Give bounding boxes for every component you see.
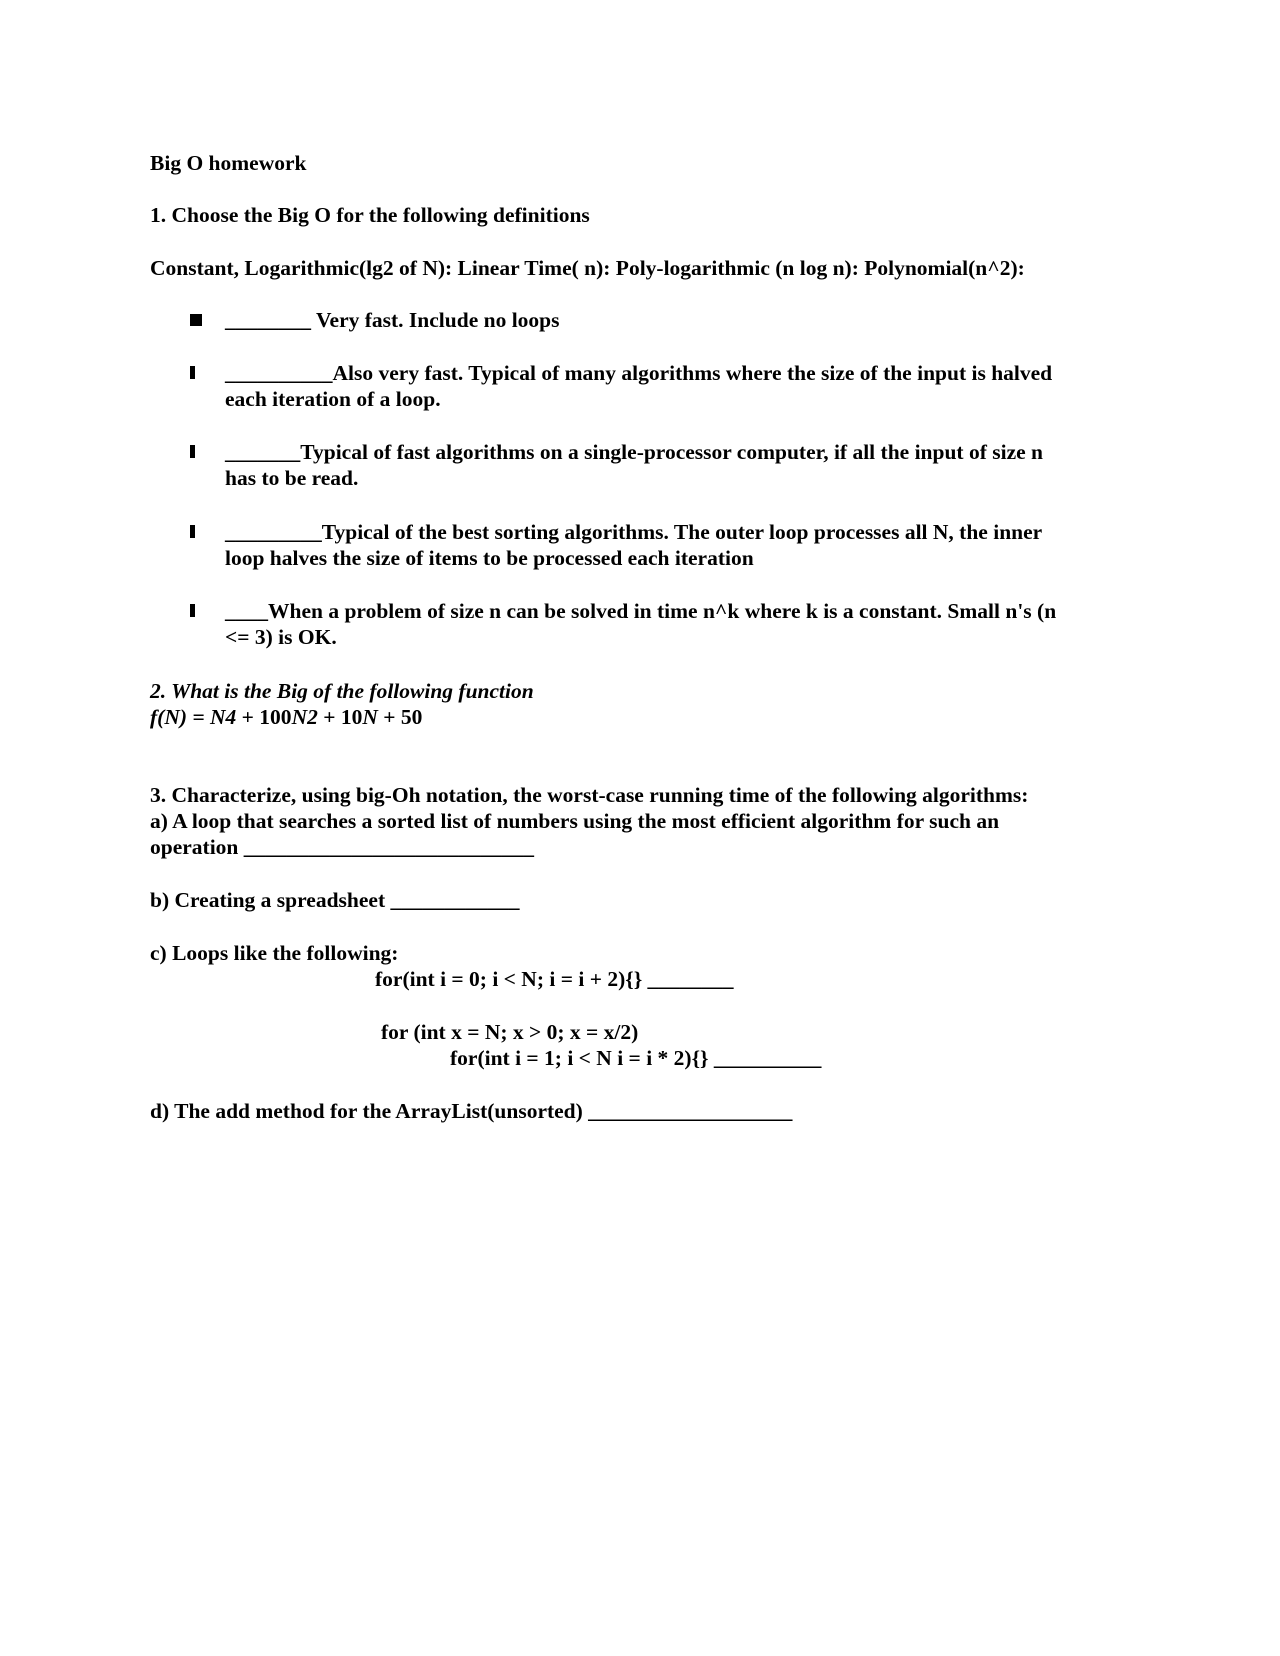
bar-bullet-icon xyxy=(190,366,195,379)
list-item-text: ____When a problem of size n can be solved in time n^k where k is a constant. Small n's (n xyxy=(225,599,1057,623)
question-3a-answer-line: operation ___________________________ xyxy=(150,835,535,859)
code-loop-2-outer: for (int x = N; x > 0; x = x/2) xyxy=(381,1020,639,1044)
function-operator: + 50 xyxy=(377,705,423,729)
bar-bullet-icon xyxy=(190,604,195,617)
question-3d: d) The add method for the ArrayList(unsorted) ___________________ xyxy=(150,1099,793,1123)
question-1-heading: 1. Choose the Big O for the following definitions xyxy=(150,203,590,227)
function-term: N2 xyxy=(291,705,318,729)
bar-bullet-icon xyxy=(190,445,195,458)
question-3a-line: a) A loop that searches a sorted list of numbers using the most efficient algorithm for such an xyxy=(150,809,1000,833)
list-item-text: ________ Very fast. Include no loops xyxy=(225,308,560,332)
list-item-text: __________Also very fast. Typical of many algorithms where the size of the input is halved xyxy=(225,361,1053,385)
list-item-text-continued: loop halves the size of items to be processed each iteration xyxy=(225,546,754,570)
function-operator: + 100 xyxy=(236,705,292,729)
question-3-heading: 3. Characterize, using big-Oh notation, the worst-case running time of the following algorithms: xyxy=(150,783,1029,807)
square-bullet-icon xyxy=(190,314,202,326)
list-item-text-continued: <= 3) is OK. xyxy=(225,625,337,649)
document-title: Big O homework xyxy=(150,151,307,175)
code-loop-2-inner: for(int i = 1; i < N i = i * 2){} __________ xyxy=(450,1046,822,1070)
list-item-text: _______Typical of fast algorithms on a single-processor computer, if all the input of size n xyxy=(225,440,1043,464)
question-3c-heading: c) Loops like the following: xyxy=(150,941,399,965)
function-term: N xyxy=(362,705,378,729)
list-item-text-continued: has to be read. xyxy=(225,466,359,490)
list-item-text-continued: each iteration of a loop. xyxy=(225,387,441,411)
function-operator: + 10 xyxy=(317,705,363,729)
list-item-text: _________Typical of the best sorting algorithms. The outer loop processes all N, the inner xyxy=(225,520,1043,544)
function-term: N4 xyxy=(210,705,237,729)
function-lhs: f(N) = xyxy=(150,705,211,729)
question-2-function xyxy=(150,704,422,730)
bar-bullet-icon xyxy=(190,525,195,538)
question-3b: b) Creating a spreadsheet ____________ xyxy=(150,888,520,912)
code-loop-1: for(int i = 0; i < N; i = i + 2){} ________ xyxy=(375,967,734,991)
question-1-options: Constant, Logarithmic(lg2 of N): Linear Time( n): Poly-logarithmic (n log n): Polynomial(n^2): xyxy=(150,256,1025,280)
question-2-heading: 2. What is the Big of the following function xyxy=(150,679,534,703)
